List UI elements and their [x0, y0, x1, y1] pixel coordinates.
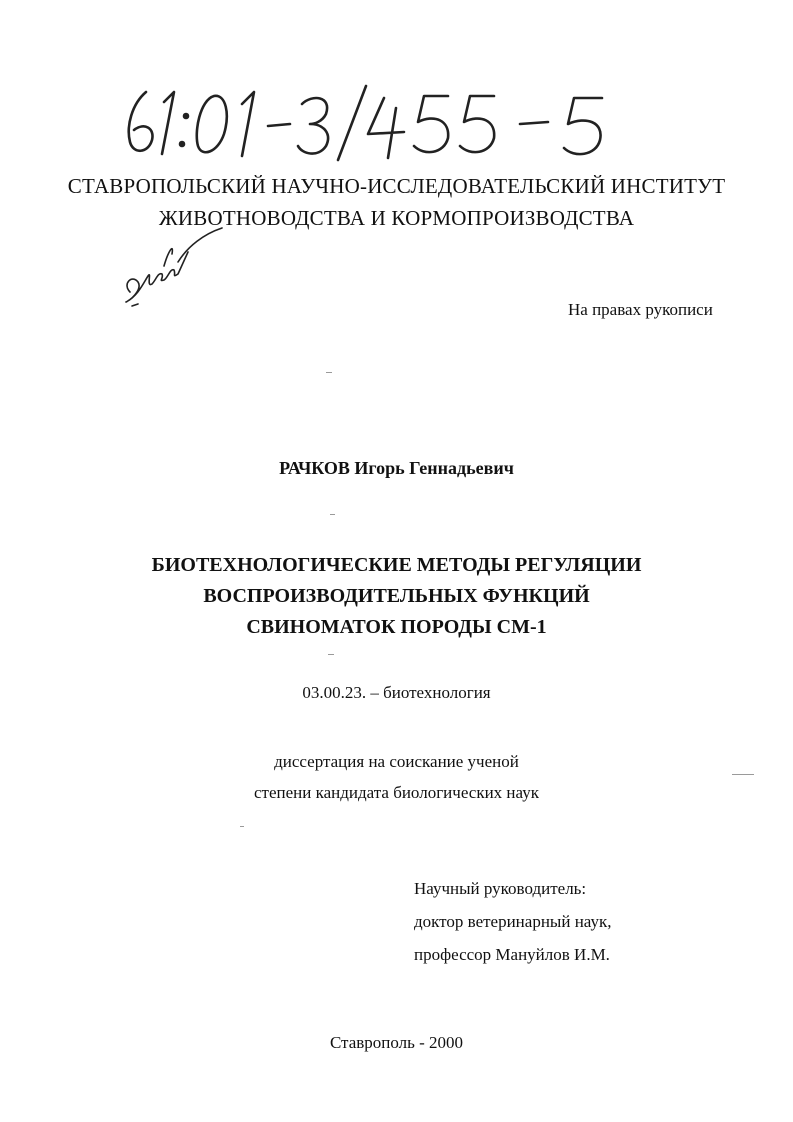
scan-speck: [732, 774, 754, 775]
handwritten-signature: [118, 222, 228, 312]
supervisor-block: [414, 872, 611, 971]
supervisor-label: Научный руководитель:: [414, 879, 587, 898]
degree-line-2: степени кандидата биологических наук: [254, 783, 539, 802]
scan-speck: [240, 826, 244, 827]
supervisor-rank: доктор ветеринарный наук,: [414, 912, 612, 931]
institute-line-1: СТАВРОПОЛЬСКИЙ НАУЧНО-ИССЛЕДОВАТЕЛЬСКИЙ ИНСТИТУТ: [67, 174, 726, 198]
place-and-year: Ставрополь - 2000: [329, 1033, 464, 1052]
dissertation-title: [0, 550, 793, 643]
scan-speck: [330, 514, 335, 515]
scan-speck: [326, 372, 332, 373]
specialty-code: 03.00.23. – биотехнология: [302, 683, 491, 702]
title-line-1: БИОТЕХНОЛОГИЧЕСКИЕ МЕТОДЫ РЕГУЛЯЦИИ: [151, 554, 642, 576]
title-line-3: СВИНОМАТОК ПОРОДЫ СМ-1: [246, 616, 547, 638]
author-name: РАЧКОВ Игорь Геннадьевич: [279, 458, 514, 478]
supervisor-name: профессор Мануйлов И.М.: [414, 945, 610, 964]
institute-line-2: ЖИВОТНОВОДСТВА И КОРМОПРОИЗВОДСТВА: [158, 206, 635, 230]
institute-name: [0, 170, 793, 234]
scan-speck: [328, 654, 334, 655]
manuscript-note: На правах рукописи: [568, 300, 713, 319]
degree-line-1: диссертация на соискание ученой: [274, 752, 519, 771]
degree-statement: [0, 746, 793, 808]
title-line-2: ВОСПРОИЗВОДИТЕЛЬНЫХ ФУНКЦИЙ: [203, 585, 590, 607]
handwritten-archive-number: [118, 82, 618, 162]
